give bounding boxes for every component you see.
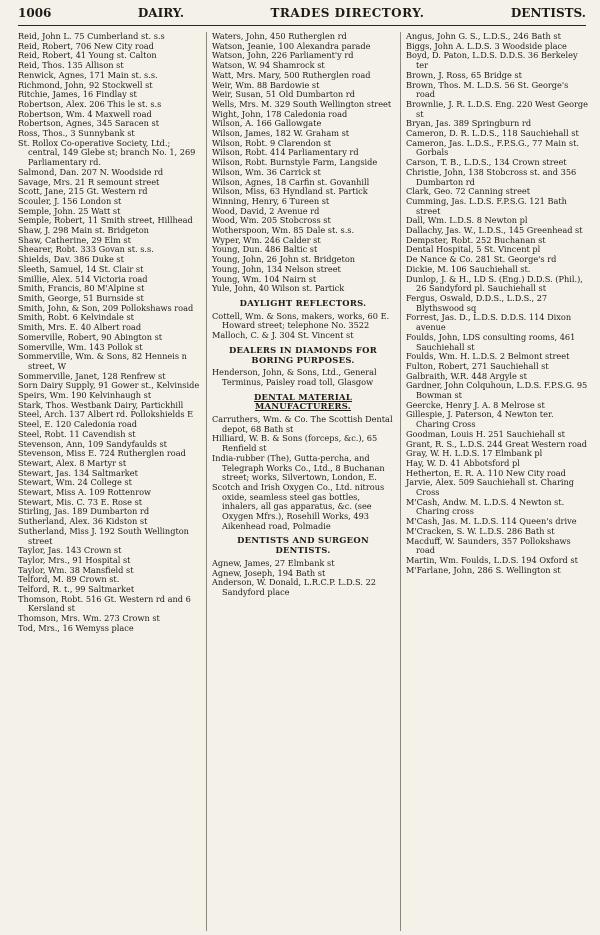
directory-entry: Ross, Thos., 3 Sunnybank st [18,128,135,139]
directory-entry: Sommerville, Wm. & Sons, 82 Henneis n street, W [18,351,187,371]
directory-entry: Sommerville, Janet, 128 Renfrew st [18,370,166,381]
page-number: 1006 [18,6,52,20]
directory-entry: Telford, R. t., 99 Saltmarket [18,584,135,595]
directory-entry: Clark, Geo. 72 Canning street [406,186,531,197]
directory-entry: Robertson, Alex. 206 This le st. s.s [18,98,162,109]
directory-entry: Hetherton, E. R. A. 110 New City road [406,467,566,478]
directory-entry: Macduff, W. Saunders, 357 Pollokshaws road [406,535,571,556]
directory-entry: Stevenson, Miss E. 724 Rutherglen road [18,448,186,459]
directory-entry: India-rubber (The), Gutta-percha, and Telegraph Works Co., Ltd., 8 Buchanan street; works, Silvertown, London, E. [212,452,385,483]
directory-entry: Stevenson, Ann, 109 Sandyfaulds st [18,438,167,449]
directory-entry: Goodman, Louis H. 251 Sauchiehall st [406,428,565,439]
directory-entry: Shaw, Catherine, 29 Elm st [18,234,131,245]
diamonds-list [212,368,394,387]
directory-entry: Reid, Robert, 41 Young st. Calton [18,50,157,61]
directory-entry: Wilson, Miss, 63 Hyndland st. Partick [212,186,368,197]
directory-entry: Speirs, Wm. 190 Kelvinhaugh st [18,390,152,401]
directory-entry: M'Farlane, John, 286 S. Wellington st [406,564,561,575]
directory-entry: Cameron, Jas. L.D.S., F.P.S.G., 77 Main st. Gorbals [406,137,579,158]
directory-entry: Foulds, Wm. H. L.D.S. 2 Belmont street [406,351,570,362]
directory-entry: Weir, Wm. 88 Bardowie st [212,79,320,90]
dental-material-list [212,415,394,531]
directory-entry: Dental Hospital, 5 St. Vincent pl [406,244,541,255]
heading-diamond-dealers: DEALERS IN DIAMONDS FOR BORING PURPOSES. [228,344,378,365]
directory-entry: Dall, Wm. L.D.S. 8 Newton pl [406,215,528,226]
directory-entry: Brown, J. Ross, 65 Bridge st [406,69,522,80]
directory-entry: Grant, R. S., L.D.S. 244 Great Western road [406,438,588,449]
directory-entry: Agnew, James, 27 Elmbank st [212,557,335,568]
directory-entry: Dickie, M. 106 Sauchiehall st. [406,263,531,274]
directory-entry: Smith, Robt. 6 Kelvindale st [18,312,134,323]
directory-entry: Waters, John, 450 Rutherglen rd [212,32,347,41]
directory-entry: Wilson, Robt. Burnstyle Farm, Langside [212,157,378,168]
directory-entry: Smith, John, & Son, 209 Pollokshaws road [18,302,194,313]
directory-entry: Fulton, Robert, 271 Sauchiehall st [406,360,549,371]
directory-entry: Salmond, Dan. 207 N. Woodside rd [18,166,164,177]
directory-entry: Wood, Wm. 205 Stobcross st [212,215,331,226]
directory-entry: Reid, John L. 75 Cumberland st. s.s [18,32,165,41]
directory-entry: Thomson, Mrs. Wm. 273 Crown st [18,613,160,624]
section-left: DAIRY. [137,6,184,20]
directory-entry: Semple, Robert, 11 Smith street, Hillhead [18,215,193,226]
directory-entry: Wight, John, 178 Caledonia road [212,108,348,119]
section-right: DENTISTS. [510,6,586,20]
directory-entry: Stewart, Alex. 8 Martyr st [18,457,127,468]
directory-entry: Semple, John. 25 Watt st [18,205,121,216]
directory-entry: Wilson, Wm. 36 Carrick st [212,166,321,177]
directory-entry: Dempster, Robt. 252 Buchanan st [406,234,546,245]
directory-entry: Wilson, Agnes, 18 Carfin st. Govanhill [212,176,370,187]
directory-entry: Taylor, Wm. 38 Mansfield st [18,564,134,575]
directory-entry: Telford, M. 89 Crown st. [18,574,120,585]
directory-entry: Smith, Francis, 80 M'Alpine st [18,283,145,294]
directory-entry: Dallachy, Jas. W., L.D.S., 145 Greenhead st [406,225,583,236]
reflectors-list [212,312,394,341]
directory-entry: Carruthers, Wm. & Co. The Scottish Dental depot, 68 Bath st [212,414,393,434]
directory-entry: Somerville, Wm. 143 Pollok st [18,341,143,352]
directory-entry: Somerville, Robert, 90 Abington st [18,331,163,342]
directory-entry: Wilson, Robt. 414 Parliamentary rd [212,147,359,158]
directory-entry: Scott, Jane, 215 Gt. Western rd [18,186,148,197]
directory-entry: Stewart, Mis. C. 73 E. Rose st [18,496,143,507]
directory-entry: Taylor, Mrs., 91 Hospital st [18,554,131,565]
directory-entry: Foulds, John, LDS consulting rooms, 461 Sauchiehall st [406,331,576,352]
directory-entry: Young, Dun. 486 Baltic st [212,244,318,255]
directory-entry: Hay, W. D. 41 Abbotsford pl [406,457,520,468]
directory-entry: St. Rollox Co-operative Society, Ltd.; central, 149 Glebe st; branch No. 1, 269 Parliamentary rd. [18,137,196,168]
directory-entry: Stewart, Miss A. 109 Rottenrow [18,487,152,498]
directory-entry: Sutherland, Miss J. 192 South Wellington street [18,525,189,546]
directory-entry: Wood, David, 2 Avenue rd [212,205,320,216]
directory-entry: Stewart, Jas. 134 Saltmarket [18,467,138,478]
directory-entry: Watson, W. 94 Shamrock st [212,60,325,71]
directory-entry: Wilson, James, 182 W. Graham st [212,128,350,139]
directory-entry: Winning, Henry, 6 Tureen st [212,195,330,206]
directory-columns [18,32,588,931]
directory-entry: Smillie, Alex. 514 Victoria road [18,273,148,284]
directory-entry: M'Cash, Andw. M. L.D.S. 4 Newton st. Charing cross [406,496,565,517]
dentists-list [212,559,394,598]
directory-entry: Angus, John G. S., L.D.S., 246 Bath st [406,32,561,41]
directory-entry: Sorn Dairy Supply, 91 Gower st., Kelvinside [18,380,200,391]
directory-entry: Dunlop, J. & H., LD S. (Eng.) D.D.S. (Phil.), 26 Sandyford pl. Sauchiehall st [406,273,583,294]
directory-entry: Shaw, J. 298 Main st. Bridgeton [18,225,149,236]
directory-entry: Shields, Dav. 386 Duke st [18,254,124,265]
directory-entry: Steel, Arch. 137 Albert rd. Pollokshields E [18,409,194,420]
directory-entry: Taylor, Jas. 143 Crown st [18,545,122,556]
directory-entry: Weir, Susan, 51 Old Dumbarton rd [212,89,355,100]
directory-entry: Scotch and Irish Oxygen Co., Ltd. nitrous oxide, seamless steel gas bottles, inhalers, all gas apparatus, &c. (see Oxygen Mfrs.), Rosehill Works, 493 Aikenhead road, Polmadie [212,481,385,531]
directory-entry: Tod, Mrs., 16 Wemyss place [18,622,134,633]
directory-entry: De Nance & Co. 281 St. George's rd [406,254,557,265]
directory-entry: Fergus, Oswald, D.D.S., L.D.S., 27 Blythswood sq [406,292,548,313]
directory-entry: Steel, Robt. 11 Cavendish st [18,428,136,439]
column-2 [206,32,394,931]
directory-entry: Gray, W. H. L.D.S. 17 Elmbank pl [406,448,543,459]
dairy-list [212,32,394,294]
directory-entry: Boyd, D. Paton, L.D.S. D.D.S. 36 Berkeley ter [406,50,578,71]
header-rule [18,25,586,26]
directory-entry: Gardner, John Colquhoun, L.D.S. F.P.S.G. 95 Bowman st [406,380,588,401]
directory-entry: Young, John, 26 John st. Bridgeton [212,254,356,265]
directory-entry: Watt, Mrs. Mary, 500 Rutherglen road [212,69,371,80]
directory-entry: Cottell, Wm. & Sons, makers, works, 60 E. Howard street; telephone No. 3522 [212,310,390,331]
directory-entry: Cumming, Jas. L.D.S. F.P.S.G. 121 Bath street [406,195,567,216]
directory-entry: Henderson, John, & Sons, Ltd., General Terminus, Paisley road toll, Glasgow [212,367,377,387]
directory-entry: Agnew, Joseph, 194 Bath st [212,567,326,578]
directory-entry: Malloch, C. & J. 304 St. Vincent st [212,330,354,341]
directory-entry: Reid, Thos. 135 Allison st [18,60,124,71]
directory-entry: Sutherland, Alex. 36 Kidston st [18,516,148,527]
directory-entry: Christie, John, 138 Stobcross st. and 356 Dumbarton rd [406,166,577,187]
directory-entry: Thomson, Robt. 516 Gt. Western rd and 6 Kersland st [18,593,191,614]
directory-entry: Wotherspoon, Wm. 85 Dale st. s.s. [212,225,355,236]
directory-entry: Shearer, Robt. 333 Govan st. s.s. [18,244,154,255]
directory-entry: Cameron, D. R. L.D.S., 118 Sauchiehall st [406,128,579,139]
column-1 [18,32,200,931]
directory-entry: Wyper, Wm. 246 Calder st [212,234,321,245]
directory-entry: Watson, Jeanie, 100 Alexandra parade [212,40,371,51]
page-title: TRADES DIRECTORY. [270,6,425,20]
directory-entry: Smith, George, 51 Burnside st [18,292,144,303]
directory-entry: Wells, Mrs. M. 329 South Wellington street [212,98,392,109]
directory-entry: Biggs, John A. L.D.S. 3 Woodside place [406,40,567,51]
directory-entry: Anderson, W. Donald, L.R.C.P. L.D.S. 22 Sandyford place [212,577,376,597]
heading-dentists: DENTISTS AND SURGEON DENTISTS. [237,535,369,556]
directory-entry: Savage, Mrs. 21 R semount street [18,176,160,187]
directory-entry: Geercke, Henry J. A. 8 Melrose st [406,399,545,410]
directory-entry: Scouler, J. 156 London st [18,195,122,206]
directory-entry: Ritchie, James, 16 Findlay st [18,89,137,100]
directory-entry: Gillespie, J. Paterson, 4 Newton ter. Charing Cross [406,409,554,430]
directory-entry: Jarvie, Alex. 509 Sauchiehall st. Charing Cross [406,477,575,498]
directory-entry: Stirling, Jas. 189 Dumbarton rd [18,506,150,517]
directory-entry: Watson, John, 226 Parliament'y rd [212,50,354,61]
directory-entry: Robertson, Wm. 4 Maxwell road [18,108,152,119]
directory-entry: Stark, Thos. Westbank Dairy, Partickhill [18,399,184,410]
directory-entry: M'Cash, Jas. M. L.D.S. 114 Queen's drive [406,516,577,527]
directory-entry: Stewart, Wm. 24 College st [18,477,132,488]
heading-daylight-reflectors: DAYLIGHT REFLECTORS. [239,297,367,308]
directory-entry: Richmond, John, 92 Stockwell st [18,79,153,90]
directory-entry: Smith, Mrs. E. 40 Albert road [18,322,142,333]
directory-entry: Wilson, Robt. 9 Clarendon st [212,137,332,148]
directory-entry: M'Cracken, S. W. L.D.S. 286 Bath st [406,525,555,536]
directory-entry: Robertson, Agnes, 345 Saracen st [18,118,159,129]
directory-entry: Forrest, Jas. D., L.D.S. D.D.S. 114 Dixon avenue [406,312,572,333]
directory-entry: Brown, Thos. M. L.D.S. 56 St. George's road [406,79,569,100]
directory-entry: Carson, T. B., L.D.S., 134 Crown street [406,157,567,168]
directory-entry: Steel, E. 120 Caledonia road [18,419,137,430]
directory-entry: Martin, Wm. Foulds, L.D.S. 194 Oxford st [406,554,578,565]
directory-entry: Renwick, Agnes, 171 Main st. s.s. [18,69,158,80]
directory-entry: Young, John, 134 Nelson street [212,263,341,274]
directory-entry: Sleeth, Samuel, 14 St. Clair st [18,263,144,274]
directory-entry: Hilliard, W. B. & Sons (forceps, &c.), 65 Renfield st [212,433,378,454]
directory-entry: Wilson, A. 166 Gallowgate [212,118,322,129]
directory-entry: Galbraith, W.R. 448 Argyle st [406,370,527,381]
column-3 [400,32,588,931]
directory-entry: Reid, Robert, 706 New City road [18,40,154,51]
directory-entry: Yule, John, 40 Wilson st. Partick [212,283,345,294]
directory-entry: Brownlie, J. R. L.D.S. Eng. 220 West George st [406,98,588,119]
directory-entry: Young, Wm. 104 Nairn st [212,273,317,284]
directory-entry: Bryan, Jas. 389 Springburn rd [406,118,532,129]
heading-dental-material: DENTAL MATERIAL MANUFACTURERS. [253,391,353,412]
